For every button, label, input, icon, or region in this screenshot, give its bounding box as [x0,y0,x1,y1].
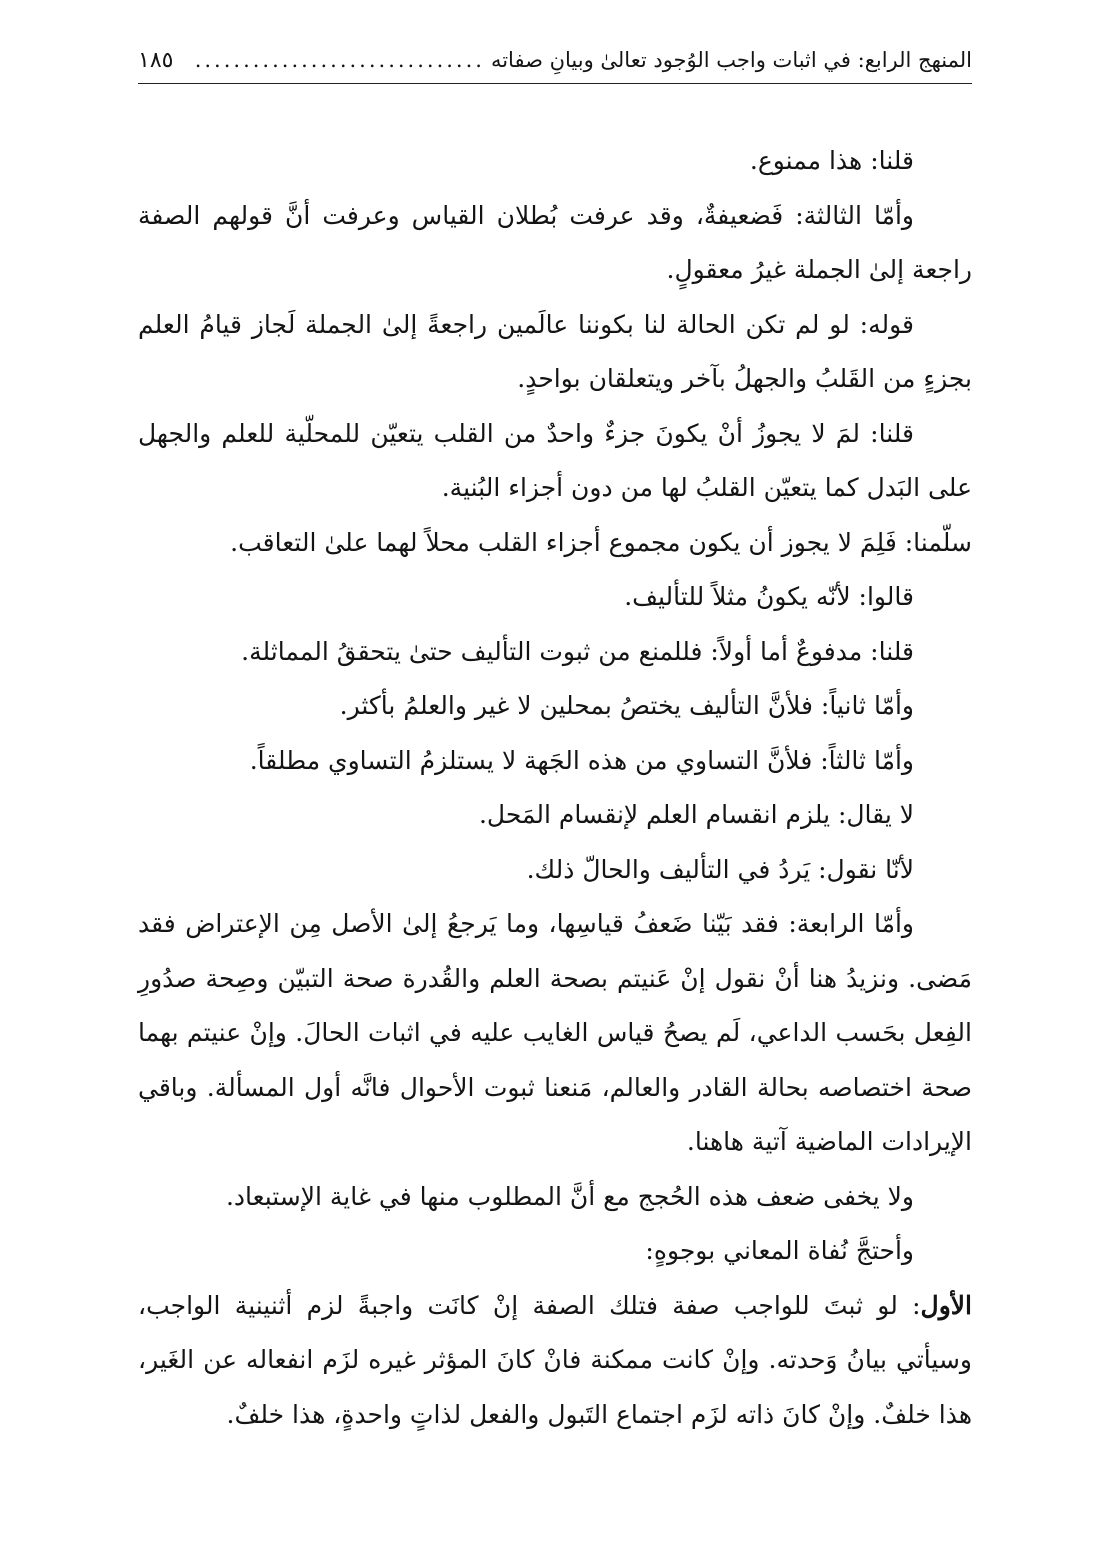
paragraph: لأنّا نقول: يَردُ في التأليف والحالّ ذلك. [526,854,914,884]
paragraph [138,1279,972,1443]
paragraph: ولا يخفى ضعف هذه الحُجج مع أنَّ المطلوب منها في غاية الإستبعاد. [225,1181,914,1211]
leader-dots: .............................. [194,48,485,72]
paragraph: قوله: لو لم تكن الحالة لنا بكوننا عالَمين راجعةً إلىٰ الجملة لَجاز قيامُ العلم بجزءٍ من القَلبُ والجهلُ بآخر ويتعلقان بواحدٍ. [138,309,972,393]
paragraph: قالوا: لأنّه يكونُ مثلاً للتأليف. [624,582,914,611]
paragraph: وأحتجَّ نُفاة المعاني بوجوهٍ: [645,1236,914,1265]
paragraph-lead: الأول [920,1290,972,1320]
paragraph: قلنا: مدفوعٌ أما أولاً: فللمنع من ثبوت التأليف حتىٰ يتحققُ المماثلة. [241,636,914,666]
paragraph: وأمّا الثالثة: فَضعيفةٌ، وقد عرفت بُطلان القياس وعرفت أنَّ قولهم الصفة راجعة إلىٰ الجملة غيرُ معقولٍ. [138,200,972,284]
paragraph: وأمّا ثالثاً: فلأنَّ التساوي من هذه الجَهة لا يستلزمُ التساوي مطلقاً. [249,745,914,775]
paragraph: قلنا: لمَ لا يجوزُ أنْ يكونَ جزءٌ واحدٌ من القلب يتعيّن للمحلّية للعلم والجهل على البَدل كما يتعيّن القلبُ لها من دون أجزاء البُنية. [138,418,972,502]
paragraph: سلّمنا: فَلِمَ لا يجوز أن يكون مجموع أجزاء القلب محلاً لهما علىٰ التعاقب. [230,527,972,557]
chapter-title: المنهج الرابع: في اثبات واجب الوُجود تعالىٰ وبيانِ صفاته [490,48,972,72]
running-header [138,40,972,80]
main-text [138,134,972,1442]
paragraph: لا يقال: يلزم انقسام العلم لإنقسام المَحل. [478,800,914,829]
paragraph: وأمّا الرابعة: فقد بَيّنا ضَعفُ قياسِها، وما يَرجعُ إلىٰ الأصل مِن الإعتراض فقد مَضى. ونزيدُ هنا أنْ نقول إنْ عَنيتم بصحة العلم والقُدرة صحة التبيّن وصِحة صدُورِ الفِعل بحَسب الداعي، لَم يصحُ قياس الغايب عليه في اثبات الحالَ. وإنْ عنيتم بهما صحة اختصاصه بحالة القادر والعالم، مَنعنا ثبوت الأحوال فانَّه أول المسألة. وباقي الإيرادات الماضية آتية هاهنا. [138,909,972,1156]
paragraph-body: : لو ثبتَ للواجب صفة فتلك الصفة إنْ كانَت واجبةً لزم أثنينية الواجب، وسيأتي بيانُ وَحدته. وإنْ كانت ممكنة فانْ كانَ المؤثر غيره لزَم انفعاله عن الغَير، هذا خلفٌ. وإنْ كانَ ذاته لزَم اجتماع التَبول والفعل لذاتٍ واحدةٍ، هذا خلفٌ. [138,1290,972,1429]
page-number: ١٨٥ [138,47,174,73]
paragraph: قلنا: هذا ممنوع. [749,146,914,175]
paragraph: وأمّا ثانياً: فلأنَّ التأليف يختصُ بمحلين لا غير والعلمُ بأكثر. [339,691,914,720]
header-rule [138,83,972,84]
